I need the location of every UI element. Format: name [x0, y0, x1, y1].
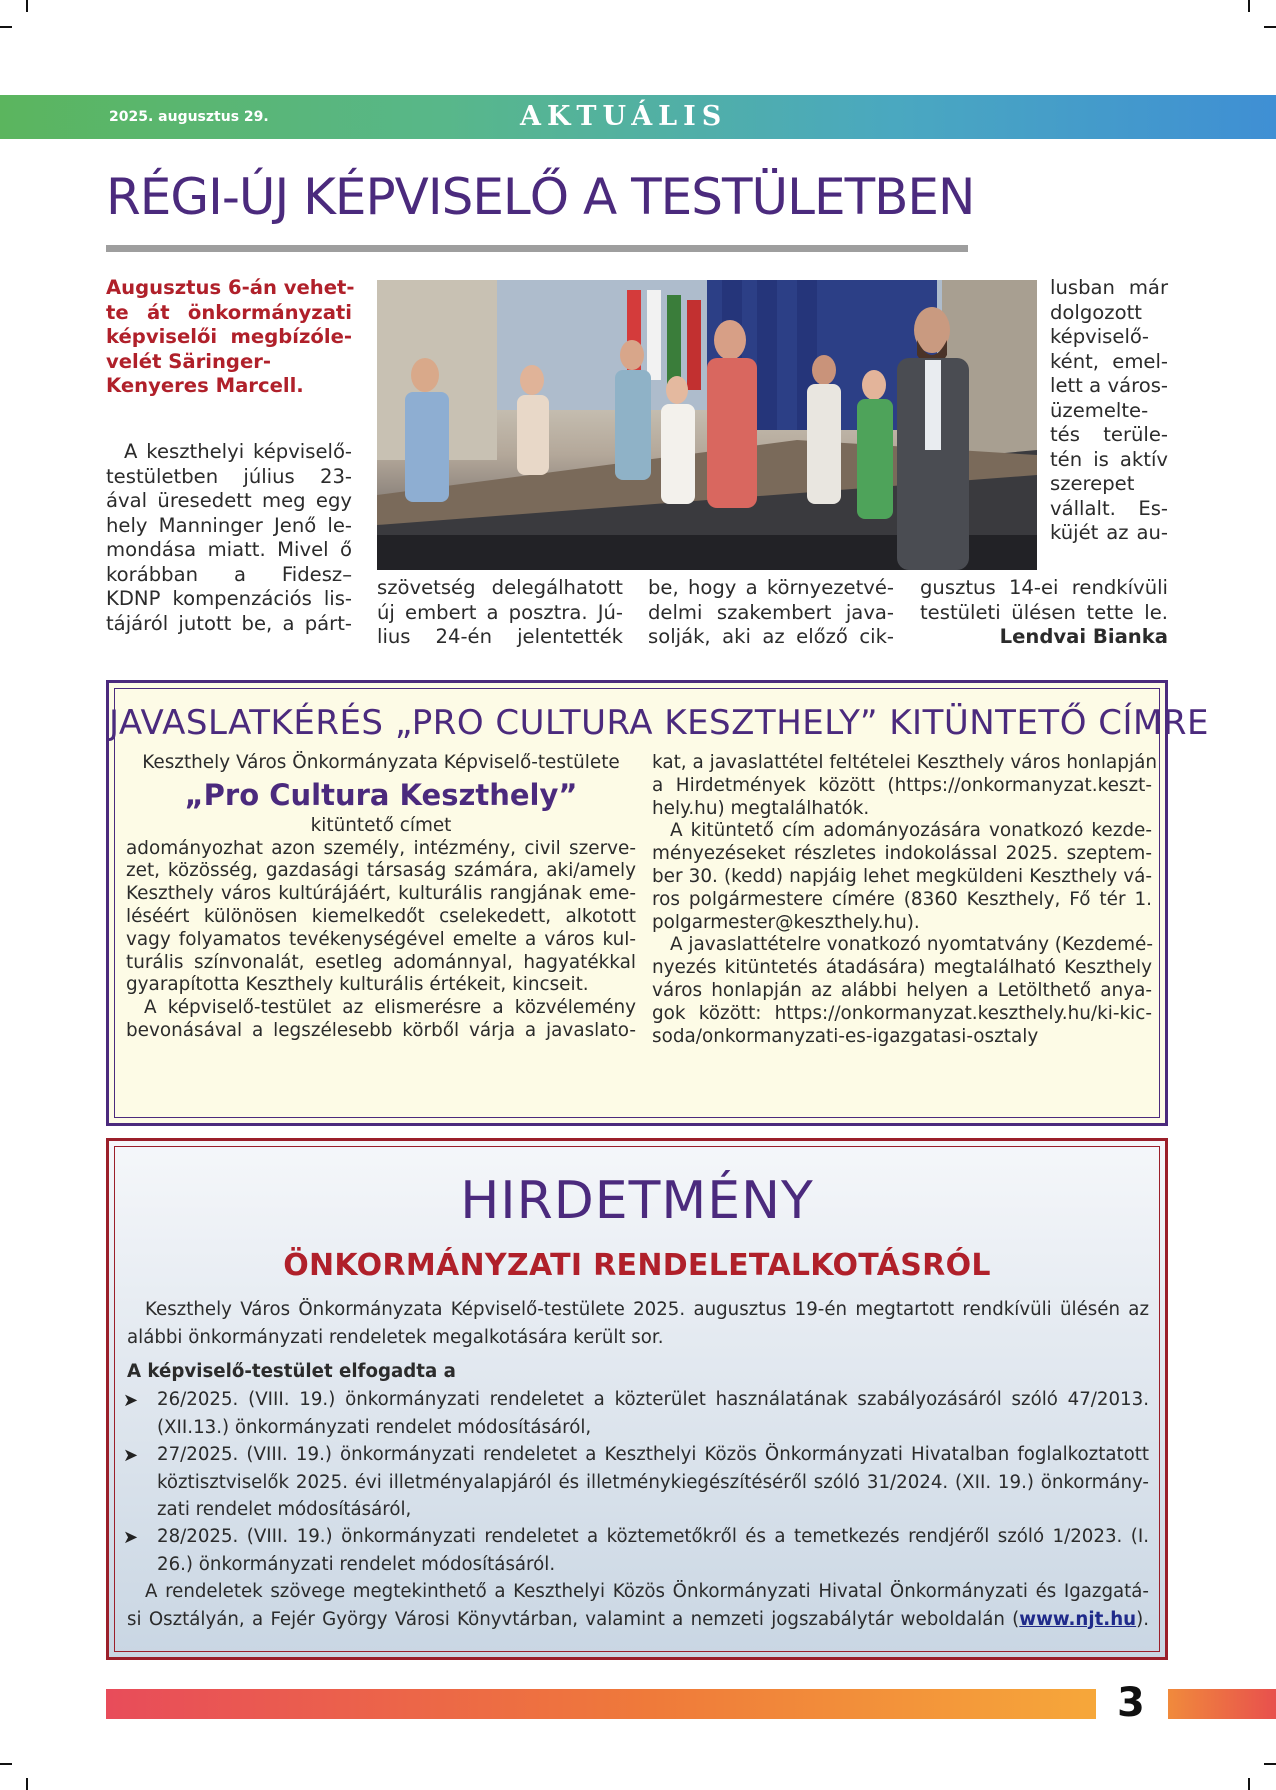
article-headline: RÉGI-ÚJ KÉPVISELŐ A TESTÜLETBEN: [106, 168, 975, 226]
text-line: A rendeletek szövege megtekinthető a Keszthelyi Közös Önkormányzati Hivatal Önkormányzati és Igazgatá-: [145, 1581, 1149, 1602]
crop-mark-bottom-left: [0, 1763, 12, 1765]
crop-mark-top-left: [0, 26, 12, 28]
issue-date: 2025. augusztus 29.: [109, 109, 269, 125]
text-line: a Hirdetmények között (https://onkormanyzat.keszt-: [652, 774, 1152, 796]
pro-cultura-title: JAVASLATKÉRÉS „PRO CULTURA KESZTHELY” KITÜNTETŐ CÍMRE: [109, 703, 1209, 743]
article-column-1: [106, 440, 352, 636]
pro-cultura-box: [106, 680, 1209, 1126]
text-line: zet, közösség, gazdasági társaság számára, aki/amely: [126, 860, 636, 882]
text-line: nyezés kitüntetés átadására) megtalálható Keszthely: [652, 957, 1152, 979]
hirdetmeny-item-3: [157, 1523, 1149, 1578]
crop-mark-top-left: [26, 0, 28, 12]
text-line: szövetség delegálhatott: [377, 576, 623, 599]
hirdetmeny-box: [106, 1138, 1168, 1660]
text-line: mondása miatt. Mivel ő: [106, 538, 352, 561]
text-line: A kitüntető cím adományozására vonatkozó kezde-: [670, 820, 1152, 842]
article-column-3: [648, 576, 894, 650]
closing-text: si Osztályán, a Fejér György Városi Könyvtárban, valamint a nemzeti jogszabálytár weboldalán (: [127, 1608, 1020, 1630]
accepted-heading: A képviselő-testület elfogadta a: [127, 1361, 456, 1382]
text-line: testületi ülésen tette le.: [920, 600, 1168, 624]
njt-link[interactable]: www.njt.hu: [1019, 1608, 1137, 1630]
crop-mark-top-right: [1264, 26, 1276, 28]
hirdetmeny-intro: [127, 1296, 1149, 1351]
lead-line: velét Säringer-: [106, 349, 272, 373]
crop-mark-bottom-right: [1248, 1778, 1250, 1790]
text-line: delmi szakembert java-: [648, 600, 894, 624]
text-line: zati rendelet módosításáról,: [157, 1499, 412, 1520]
text-line: hely.hu) megtalálhatók.: [652, 797, 870, 819]
text-line: alábbi önkormányzati rendeletek megalkotására került sor.: [127, 1326, 664, 1348]
text-line: A javaslattételre vonatkozó nyomtatvány (Kezdemé-: [670, 934, 1153, 956]
text-line: gok között: https://onkormanyzat.keszthely.hu/ki-kic-: [652, 1002, 1152, 1024]
text-line: 27/2025. (VIII. 19.) önkormányzati rendeletet a Keszthelyi Közös Önkormányzati Hivatalban foglalkoztatott: [157, 1444, 1149, 1465]
crop-mark-bottom-right: [1264, 1763, 1276, 1765]
text-line: ber 30. (kedd) napjáig lehet megküldeni Keszthely vá-: [652, 865, 1152, 887]
text-line: küjét az au-: [1050, 521, 1168, 544]
text-line: vagy folyamatos tevékenységével emelte a város kul-: [126, 928, 636, 950]
text-line: 26/2025. (VIII. 19.) önkormányzati rendeletet a közterület használatának szabályozásáról szóló 47/2013.: [157, 1389, 1149, 1410]
pro-cultura-left-text: [126, 838, 636, 1043]
hirdetmeny-item-2: [157, 1441, 1149, 1524]
lead-line: képviselői megbízóle-: [106, 325, 352, 348]
hirdetmeny-item-1: [157, 1386, 1149, 1441]
text-line: ként, emel-: [1050, 349, 1168, 373]
footer-bar-right: [1168, 1689, 1276, 1719]
headline-rule: [106, 245, 968, 252]
lead-line: Kenyeres Marcell.: [106, 374, 304, 397]
text-line: vállalt. Es-: [1050, 496, 1168, 520]
article-column-4-bottom: [920, 576, 1168, 650]
arrowhead-bullet-icon: ➤: [123, 1527, 139, 1548]
text-line: szerepet: [1050, 472, 1135, 495]
text-line: gyarapította Keszthely kulturális értékeit, kincseit.: [126, 974, 589, 996]
text-line: léséért különösen kiemelkedőt cselekedett, alkotott: [126, 905, 636, 927]
text-line: város honlapján az alábbi helyen a Letölthető anya-: [652, 979, 1152, 1001]
lead-line: Augusztus 6-án vehet-: [106, 276, 355, 299]
pro-cultura-award-type: kitüntető címet: [310, 814, 452, 836]
text-line: A képviselő-testület az elismerésre a közvélemény: [144, 997, 636, 1019]
hirdetmeny-title: HIRDETMÉNY: [460, 1171, 814, 1231]
text-line: tés terüle-: [1050, 423, 1168, 446]
hirdetmeny-accepted-heading: [127, 1358, 456, 1386]
text-line: lusban már: [1050, 276, 1168, 299]
text-line: lett a város-: [1050, 374, 1168, 397]
article-column-4-top: [1050, 276, 1168, 546]
text-line: be, hogy a környezetvé-: [648, 576, 894, 599]
text-line: KDNP kompenzációs lis-: [106, 587, 352, 610]
text-line: üzemelte-: [1050, 398, 1149, 422]
text-line: A keszthelyi képviselő-: [124, 440, 352, 463]
text-line: [127, 1606, 1149, 1634]
text-line: 28/2025. (VIII. 19.) önkormányzati rendeletet a köztemetőkről és a temetkezés rendjéről szóló 1/2023. (I.: [157, 1526, 1149, 1547]
footer-bar: [106, 1689, 1096, 1719]
text-line: kat, a javaslattétel feltételei Keszthely város honlapján: [652, 752, 1158, 773]
council-photo-illustration: [377, 280, 1037, 570]
text-line: 26.) önkormányzati rendelet módosításáról.: [157, 1553, 556, 1575]
text-line: (XII.13.) önkormányzati rendelet módosításáról,: [157, 1416, 592, 1438]
text-line: ros polgármestere címére (8360 Keszthely, Fő tér 1.: [652, 888, 1152, 910]
crop-mark-top-right: [1248, 0, 1250, 12]
text-line: ményezéseket részletes indokolással 2025. szeptem-: [652, 843, 1152, 865]
text-line: polgarmester@keszthely.hu).: [652, 911, 920, 933]
arrowhead-bullet-icon: ➤: [123, 1390, 139, 1411]
arrowhead-bullet-icon: ➤: [123, 1445, 139, 1466]
text-line: soda/onkormanyzati-es-igazgatasi-osztaly: [652, 1025, 1039, 1047]
text-line: köztisztviselők 2025. évi illetményalapjáról és illetménykiegészítéséről szóló 31/2024. (XII. 19.) önkormány-: [157, 1471, 1149, 1493]
text-line: turális színvonalát, esetleg adománnyal, hagyatékkal: [126, 951, 636, 973]
text-line: tén is aktív: [1050, 447, 1168, 471]
page-number: 3: [1117, 1680, 1145, 1726]
crop-mark-bottom-left: [26, 1778, 28, 1790]
article-byline: Lendvai Bianka: [999, 625, 1168, 648]
pro-cultura-issuer: Keszthely Város Önkormányzata Képviselő-testülete: [142, 752, 620, 773]
text-line: bevonásával a legszélesebb körből várja a javaslato-: [126, 1019, 636, 1041]
closing-text-end: ).: [1136, 1608, 1149, 1630]
pro-cultura-right-column: [652, 752, 1158, 1048]
council-photo: [377, 280, 1037, 570]
hirdetmeny-subtitle: ÖNKORMÁNYZATI RENDELETALKOTÁSRÓL: [283, 1248, 991, 1283]
text-line: testületben július 23-: [106, 464, 352, 488]
hirdetmeny-closing: [127, 1578, 1149, 1633]
text-line: Keszthely város kultúrájáért, kulturális rangjának eme-: [126, 883, 636, 905]
section-title: AKTUÁLIS: [520, 101, 728, 132]
text-line: korábban a Fidesz–: [106, 562, 352, 586]
pro-cultura-left-column: [126, 752, 636, 1043]
text-line: képviselő-: [1050, 325, 1149, 348]
text-line: Keszthely Város Önkormányzata Képviselő-testülete 2025. augusztus 19-én megtartott rendkívüli ülésén az: [145, 1299, 1149, 1320]
article-column-2: [377, 576, 623, 650]
text-line: tájáról jutott be, a párt-: [106, 611, 352, 635]
text-line: solják, aki az előző cik-: [648, 625, 894, 648]
lead-line: te át önkormányzati: [106, 300, 352, 324]
text-line: adományozhat azon személy, intézmény, civil szerve-: [126, 837, 636, 859]
text-line: új embert a posztra. Jú-: [377, 600, 623, 624]
text-line: ával üresedett meg egy: [106, 489, 352, 512]
text-line: lius 24-én jelentették: [377, 625, 623, 648]
text-line: gusztus 14-ei rendkívüli: [920, 576, 1168, 599]
text-line: dolgozott: [1050, 300, 1142, 324]
article-lead: [106, 276, 355, 399]
text-line: hely Manninger Jenő le-: [106, 513, 352, 537]
pro-cultura-award-name: „Pro Cultura Keszthely”: [184, 777, 578, 812]
